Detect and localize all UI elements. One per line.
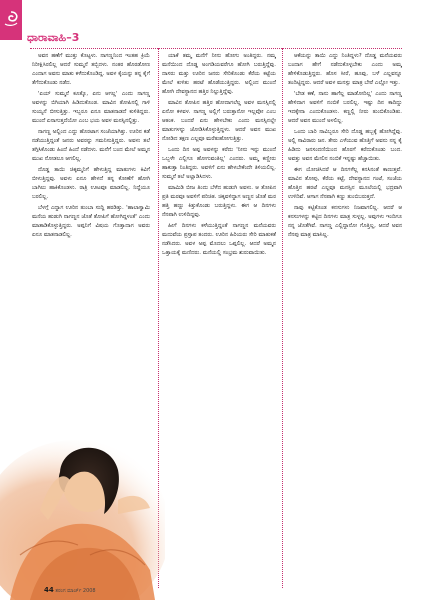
article-column-3 (288, 52, 402, 600)
swirl-icon (2, 10, 20, 28)
paragraph: 'ಬೇಡ ಕಣೆ, ನಾನು ಹಾಗೆಲ್ಲ ಮಾಡೋದಿಲ್ಲ' ಎಂದು ನಾಗಣ್ಣ ಹೇಳಿದಾಗ ಅವಳಿಗೆ ನಂಬಿಕೆ ಬರಲಿಲ್ಲ. ಇಷ್ಟು ದಿನ ಕಾದಿದ್ದು ಇದಕ್ಕೇನಾ ಎಂದುಕೊಂಡಳು. ಕಣ್ಣಲ್ಲಿ ನೀರು ತುಂಬಿಕೊಂಡಿತು. ಆದರೆ ಅವನ ಮುಂದೆ ಅಳಲಿಲ್ಲ. (288, 91, 402, 124)
paragraph: 'ಏಯ್ ಸುಮ್ಮನೆ ಕೂತ್ಕೊ, ಏನು ಆಗಲ್ಲ' ಎಂದು ನಾಗಣ್ಣ ಅವಳನ್ನು ಬಿಗಿಯಾಗಿ ಹಿಡಿದುಕೊಂಡ. ಮಾವಿನ ತೋಪಿನಲ್ಲಿ ಗಾಳಿ ಸುಯ್ಯನೆ ಬೀಸುತ್ತಿತ್ತು. ಇಬ್ಬರೂ ಏನೂ ಮಾತನಾಡದೆ ಕುಳಿತಿದ್ದರು. ಮುಂದೆ ಏನಾಗುತ್ತದೆಯೋ ಎಂಬ ಭಯ ಅವಳ ಮನಸ್ಸಿನಲ್ಲಿತ್ತು. (32, 91, 150, 124)
page-number: 44 (44, 586, 54, 594)
paragraph: ಮಾಮಿಡಿ ಬೀಜ ತಿಂದು ಬೆಳೆದ ಹುಡುಗಿ ಅವಳು. ಆ ತೋಪಿನ ಪ್ರತಿ ಮರವೂ ಅವಳಿಗೆ ಪರಿಚಿತ. ಚಿಕ್ಕವಳಿದ್ದಾಗ ಅಣ್ಣನ ಜೊತೆ ಮರ ಹತ್ತಿ ಹಣ್ಣು ಕಿತ್ತುಕೊಂಡು ಬರುತ್ತಿದ್ದಳು. ಈಗ ಆ ದಿನಗಳು ನೆನಪಾಗಿ ಉಳಿದಿದ್ದವು. (162, 185, 276, 218)
paragraph: ಆಕೆಯನ್ನು ತಾಯಿ ಎದ್ದು ನಿಂತಿದ್ದಳು? ದೊಡ್ಡ ಮನೆಯವರು ಬಂದಾಗ ಹೇಗೆ ನಡೆದುಕೊಳ್ಳಬೇಕು ಎಂದು ಅಮ್ಮ ಹೇಳಿಕೊಡುತ್ತಿದ್ದರು. ಹೊಸ ಸೀರೆ, ಹೂವು, ಬಳೆ ಎಲ್ಲವನ್ನೂ ತಂದಿಟ್ಟಿದ್ದರು. ಆದರೆ ಅವಳ ಮನಸ್ಸು ಮಾತ್ರ ಬೇರೆ ಎಲ್ಲೋ ಇತ್ತು. (288, 53, 402, 86)
column-divider-2 (282, 48, 283, 588)
paragraph: ಮಾವಿನ ತೋಪಿನ ಹತ್ತಿರ ಹೋದಾಗಲೆಲ್ಲ ಅವಳ ಮನಸ್ಸಿನಲ್ಲಿ ಏನೋ ಕಳವಳ. ನಾಗಣ್ಣ ಅಲ್ಲಿಗೆ ಬರುತ್ತಾನೋ ಇಲ್ಲವೋ ಎಂಬ ಆತಂಕ. ಬಂದರೆ ಏನು ಹೇಳಬೇಕು ಎಂದು ಮನಸ್ಸಿನಲ್ಲೇ ಮಾತುಗಳನ್ನು ಜೋಡಿಸಿಕೊಳ್ಳುತ್ತಿದ್ದಳು. ಆದರೆ ಅವನ ಮುಖ ನೋಡಿದ ತಕ್ಷಣ ಎಲ್ಲವೂ ಮರೆತುಹೋಗುತ್ತಿತ್ತು. (162, 100, 276, 142)
magazine-logo (0, 0, 22, 40)
issue-text: ತರಂಗ ಮಾರ್ಚ್ 2008 (55, 588, 96, 594)
paragraph: ಹೀಗೆ ದಿನಗಳು ಕಳೆಯುತ್ತಿದ್ದಂತೆ ನಾಗಣ್ಣನ ಮನೆಯವರು ಮದುವೆಯ ಪ್ರಸ್ತಾಪ ತಂದರು. ಊರಿನ ಹಿರಿಯರು ಸೇರಿ ಮಾತುಕತೆ ನಡೆಸಿದರು. ಅವಳ ಅಪ್ಪ ಮೊದಲು ಒಪ್ಪಲಿಲ್ಲ. ಆದರೆ ಅಮ್ಮನ ಒತ್ತಾಯಕ್ಕೆ ಮಣಿದರು. ಮನೆಯಲ್ಲಿ ಸಂಭ್ರಮ ಶುರುವಾಯಿತು. (162, 223, 276, 256)
paragraph: ಒಂದು ಬಾರಿ ನಾವಿಬ್ಬರೂ ಸೇರಿ ದೊಡ್ಡ ಹಬ್ಬಕ್ಕೆ ಹೋಗಿದ್ದೆವು. ಅಲ್ಲಿ ಸಾವಿರಾರು ಜನ. ತೇರು ಎಳೆಯುವ ಹೊತ್ತಿಗೆ ಅವನು ನನ್ನ ಕೈ ಹಿಡಿದು ಜನಸಂದಣಿಯಿಂದ ಹೊರಗೆ ಕರೆದುಕೊಂಡು ಬಂದ. ಅವತ್ತು ಅವನ ಮೇಲಿನ ನಂಬಿಕೆ ಇನ್ನಷ್ಟು ಹೆಚ್ಚಾಯಿತು. (288, 129, 402, 162)
paragraph: ಯಾಕೆ ತಮ್ಮ ಮನೆಗೆ ನೀನು ಹೋಗು ಅಂತಿದ್ದರು. ನಮ್ಮ ಮನೆಯಿಂದ ದೊಡ್ಡ ಅಂಗಡಿಯವರೆಗೂ ಹೋಗಿ ಬರುತ್ತಿದ್ದೆವು. ದಾಸರು ಮತ್ತು ಊರಿನ ಜನರು ಸೇರಿಕೊಂಡು ಕೆರೆಯ ಕಟ್ಟೆಯ ಮೇಲೆ ಕುಳಿತು ಹರಟೆ ಹೊಡೆಯುತ್ತಿದ್ದರು. ಅಲ್ಲಿಂದ ಮುಂದೆ ಹೋಗಿ ದೇವಸ್ಥಾನದ ಹತ್ತಿರ ನಿಲ್ಲುತ್ತಿದ್ದೆವು. (162, 53, 276, 95)
paragraph: ನಾಗಣ್ಣ ಅಲ್ಲಿಂದ ಎದ್ದು ಹೊರಟಾಗ ಸಂಜೆಯಾಗಿತ್ತು. ಊರಿನ ಕಡೆ ನಡೆಯುತ್ತಿದ್ದಂತೆ ಜನರು ಅವರನ್ನು ಗಮನಿಸುತ್ತಿದ್ದರು. ಅವಳು ತಲೆ ತಗ್ಗಿಸಿಕೊಂಡು ಹಿಂದೆ ಹಿಂದೆ ನಡೆದಳು. ಮನೆಗೆ ಬಂದ ಮೇಲೆ ಅಮ್ಮನ ಮುಖ ನೋಡಲೂ ಆಗಲಿಲ್ಲ. (32, 129, 150, 162)
paragraph: ನಾವು ಕಟ್ಟಿಕೊಂಡ ಕನಸುಗಳು ನಿಜವಾಗಲಿಲ್ಲ. ಆದರೆ ಆ ಕನಸುಗಳನ್ನು ಕಟ್ಟಿದ ದಿನಗಳು ಮಾತ್ರ ಸುಳ್ಳಲ್ಲ. ಅವುಗಳು ಇಂದಿಗೂ ನನ್ನ ಜೊತೆಗಿವೆ. ನಾಗಣ್ಣ ಎಲ್ಲಿದ್ದಾನೋ ಗೊತ್ತಿಲ್ಲ, ಆದರೆ ಅವನ ನೆನಪು ಮಾತ್ರ ಮಾಸಿಲ್ಲ. (288, 205, 402, 238)
paragraph: ಈಗ ಯೋಚಿಸಿದರೆ ಆ ದಿನಗಳೆಲ್ಲ ಕನಸಿನಂತೆ ಕಾಣುತ್ತವೆ. ಮಾವಿನ ತೋಪು, ಕೆರೆಯ ಕಟ್ಟೆ, ದೇವಸ್ಥಾನದ ಗಂಟೆ, ಸಂಜೆಯ ಹೊತ್ತಿನ ಹರಟೆ ಎಲ್ಲವೂ ಮನಸ್ಸಿನ ಮೂಲೆಯಲ್ಲಿ ಭದ್ರವಾಗಿ ಉಳಿದಿವೆ. ಆಗಾಗ ನೆನಪಾಗಿ ಕಣ್ಣು ತುಂಬಿಬರುತ್ತದೆ. (288, 167, 402, 200)
header-rule (30, 48, 402, 49)
page-folio (44, 586, 96, 594)
watercolor-illustration (0, 380, 165, 600)
paragraph: ದೊಡ್ಡ ತಾಯಿ ಚಿಕ್ಕಮ್ಮನಿಗೆ ಹೇಳುತ್ತಿದ್ದ ಮಾತುಗಳು ಕಿವಿಗೆ ಬೀಳುತ್ತಿದ್ದವು. ಅವಳು ಏನೂ ಹೇಳದೆ ತನ್ನ ಕೋಣೆಗೆ ಹೋಗಿ ಬಾಗಿಲು ಹಾಕಿಕೊಂಡಳು. ರಾತ್ರಿ ಊಟವೂ ಮಾಡಲಿಲ್ಲ. ನಿದ್ದೆಯೂ ಬರಲಿಲ್ಲ. (32, 167, 150, 200)
series-title: ಧಾರಾವಾಹಿ–3 (27, 31, 80, 44)
paragraph: ಅವನ ಹಣೆಗೆ ಮುತ್ತು ಕೊಟ್ಟಳು. ನಾಗಣ್ಣನಿಂದ ಇಂತಹ ಕ್ರಿಯೆ ನಿರೀಕ್ಷಿಸಿರಲಿಲ್ಲ ಆದರೆ ಸುಮ್ಮನೆ ತಬ್ಬಿದಳು. ನಂತರ ಹೊರಡೋಣ ಎಂದಾಗ ಅವನು ಮಾತು ಕಳೆದುಕೊಂಡಿದ್ದ. ಅವಳ ಕೈಯನ್ನು ತನ್ನ ಕೈಗೆ ತೆಗೆದುಕೊಂಡು ನಡೆದ. (32, 53, 150, 86)
paragraph: ಬೆಳಗ್ಗೆ ಎದ್ದಾಗ ಊರಿನ ತುಂಬಾ ಸುದ್ದಿ ಹರಡಿತ್ತು. 'ಹಾಲಾಸ್ವಾಮಿ ಮನೆಯ ಹುಡುಗಿ ನಾಗಣ್ಣನ ಜೊತೆ ತೋಪಿಗೆ ಹೋಗಿದ್ದಳಂತೆ' ಎಂದು ಮಾತಾಡಿಕೊಳ್ಳುತ್ತಿದ್ದರು. ಅಪ್ಪನಿಗೆ ವಿಷಯ ಗೊತ್ತಾದಾಗ ಅವರು ಏನೂ ಮಾತನಾಡಲಿಲ್ಲ. (32, 205, 150, 238)
article-column-2 (162, 52, 276, 600)
paragraph: ಒಂದು ದಿನ ಅಪ್ಪ ಅವಳನ್ನು ಕರೆದು 'ನೀನು ಇನ್ನು ಮುಂದೆ ಒಬ್ಬಳೇ ಎಲ್ಲಿಗೂ ಹೋಗುವಂತಿಲ್ಲ' ಎಂದರು. ಅಮ್ಮ ಕಣ್ಣೀರು ಹಾಕುತ್ತಾ ನಿಂತಿದ್ದರು. ಅವಳಿಗೆ ಏನು ಹೇಳಬೇಕೆಂದೇ ತಿಳಿಯಲಿಲ್ಲ. ಸುಮ್ಮನೆ ತಲೆ ಅಲ್ಲಾಡಿಸಿದಳು. (162, 147, 276, 180)
